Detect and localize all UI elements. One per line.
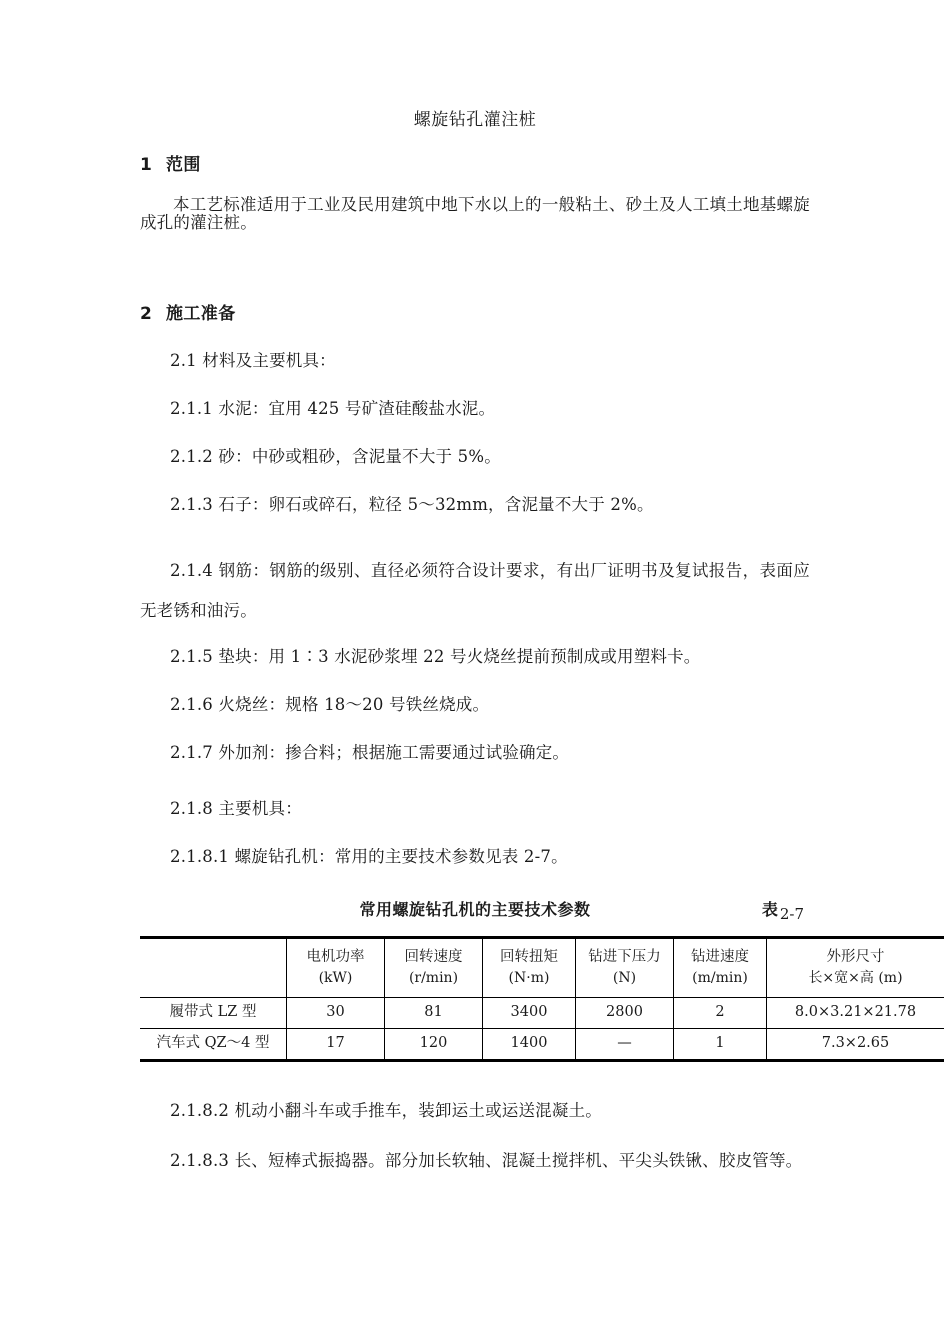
paragraph-2-1-8-3: 2.1.8.3 长、短棒式振捣器。部分加长软轴、混凝土搅拌机、平尖头铁锹、胶皮管等。 <box>170 1151 803 1170</box>
paragraph-2-1-3: 2.1.3 石子：卵石或碎石，粒径 5～32mm，含泥量不大于 2%。 <box>170 495 654 514</box>
table-header-cell-torque <box>483 938 576 998</box>
cell-torque: 3400 <box>483 998 576 1029</box>
cell-power: 17 <box>287 1029 385 1061</box>
spec-table <box>140 936 944 1062</box>
paragraph-2-1-7: 2.1.7 外加剂：掺合料；根据施工需要通过试验确定。 <box>170 743 570 762</box>
header-line2: (N·m) <box>508 970 550 987</box>
cell-pressure: 2800 <box>576 998 674 1029</box>
cell-drill-speed: 2 <box>674 998 767 1029</box>
cell-dimensions: 8.0×3.21×21.78 <box>767 998 945 1029</box>
section-heading-1 <box>140 150 201 175</box>
table-header-cell-dimensions <box>767 938 945 998</box>
paragraph-2-1-2: 2.1.2 砂：中砂或粗砂，含泥量不大于 5%。 <box>170 447 501 466</box>
cell-speed: 120 <box>385 1029 483 1061</box>
paragraph-2-1-4: 2.1.4 钢筋：钢筋的级别、直径必须符合设计要求，有出厂证明书及复试报告，表面应无老锈和油污。 <box>140 561 810 621</box>
table-index: 2-7 <box>779 905 804 923</box>
section-number-1: 1 <box>140 155 153 175</box>
cell-machine-name: 汽车式 QZ～4 型 <box>140 1029 287 1061</box>
page-title: 螺旋钻孔灌注桩 <box>413 110 537 130</box>
section-heading-2 <box>140 299 236 324</box>
header-line1: 钻进下压力 <box>588 949 661 966</box>
cell-pressure: — <box>576 1029 674 1061</box>
header-line2: (m/min) <box>692 970 748 987</box>
cell-machine-name: 履带式 LZ 型 <box>140 998 287 1029</box>
table-caption: 常用螺旋钻孔机的主要技术参数 <box>359 900 591 919</box>
table-number <box>761 897 804 923</box>
header-line2: (kW) <box>318 970 353 987</box>
header-line1: 钻进速度 <box>691 949 749 966</box>
cell-power: 30 <box>287 998 385 1029</box>
paragraph-2-1-1: 2.1.1 水泥：宜用 425 号矿渣硅酸盐水泥。 <box>170 399 496 418</box>
table-caption-row <box>140 897 810 927</box>
cell-speed: 81 <box>385 998 483 1029</box>
table-row <box>140 998 944 1029</box>
paragraph-2-1: 2.1 材料及主要机具： <box>170 351 336 370</box>
table-header-cell-speed <box>385 938 483 998</box>
paragraph-scope-body: 本工艺标准适用于工业及民用建筑中地下水以上的一般粘土、砂土及人工填土地基螺旋成孔的灌注桩。 <box>140 195 810 233</box>
header-line1: 电机功率 <box>306 949 365 966</box>
paragraph-2-1-8-2: 2.1.8.2 机动小翻斗车或手推车，装卸运土或运送混凝土。 <box>170 1101 602 1120</box>
header-line1: 回转扭矩 <box>500 949 558 966</box>
table-header-cell-pressure <box>576 938 674 998</box>
cell-torque: 1400 <box>483 1029 576 1061</box>
paragraph-2-1-6: 2.1.6 火烧丝：规格 18～20 号铁丝烧成。 <box>170 695 490 714</box>
paragraph-2-1-5: 2.1.5 垫块：用 1∶3 水泥砂浆埋 22 号火烧丝提前预制成或用塑料卡。 <box>170 647 701 666</box>
table-header-cell-blank <box>140 938 287 998</box>
table-header-cell-power <box>287 938 385 998</box>
table-header-cell-drill-speed <box>674 938 767 998</box>
paragraph-2-1-8-1: 2.1.8.1 螺旋钻孔机：常用的主要技术参数见表 2-7。 <box>170 847 568 866</box>
header-line2: (r/min) <box>408 970 459 987</box>
header-line2: (N) <box>612 970 637 987</box>
section-title-2: 施工准备 <box>166 304 236 324</box>
cell-dimensions: 7.3×2.65 <box>767 1029 945 1061</box>
section-number-2: 2 <box>140 304 153 324</box>
table-header-row <box>140 938 944 998</box>
section-title-1: 范围 <box>166 155 201 175</box>
header-line1: 回转速度 <box>404 949 463 966</box>
table-row <box>140 1029 944 1061</box>
header-line1: 外形尺寸 <box>826 949 885 966</box>
header-line2: 长×宽×高 (m) <box>808 970 903 987</box>
table-label: 表 <box>761 900 778 919</box>
cell-drill-speed: 1 <box>674 1029 767 1061</box>
paragraph-2-1-8: 2.1.8 主要机具： <box>170 799 302 818</box>
